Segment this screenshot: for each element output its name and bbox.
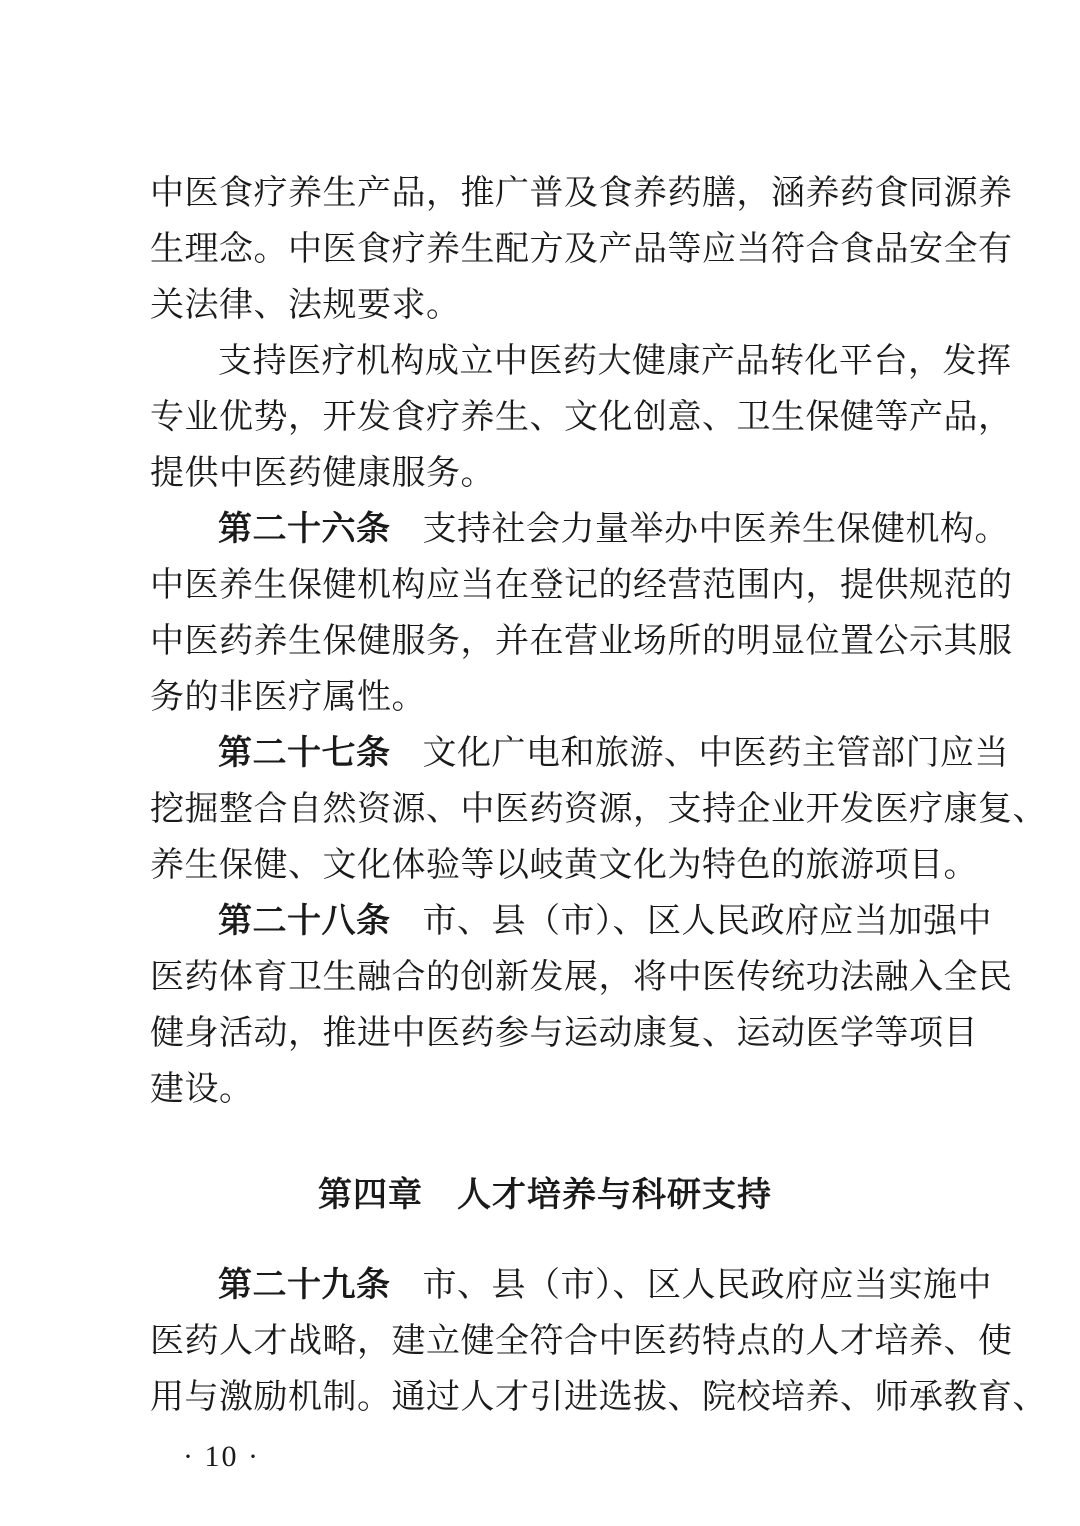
text-line: 生理念。中医食疗养生配方及产品等应当符合食品安全有 [150,229,1013,269]
text-line: 中医养生保健机构应当在登记的经营范围内，提供规范的 [150,565,1013,605]
article-first-line [150,725,1009,781]
document-page [150,165,1047,1425]
text-line: 挖掘整合自然资源、中医药资源，支持企业开发医疗康复、 [150,789,1047,829]
article-first-line [150,893,992,949]
paragraph-support-platform [150,333,1013,501]
article-29 [150,1257,1047,1425]
article-28 [150,893,1013,1117]
article-27 [150,725,1047,893]
text-line: 务的非医疗属性。 [150,677,426,717]
article-number: 第二十七条 [218,733,391,773]
text-line: 支持医疗机构成立中医药大健康产品转化平台，发挥 [218,341,1012,381]
article-text: 市、县（市）、区人民政府应当实施中 [422,1265,992,1305]
article-text: 文化广电和旅游、中医药主管部门应当 [422,733,1009,773]
chapter-heading [150,1167,940,1223]
text-line: 医药人才战略，建立健全符合中医药特点的人才培养、使 [150,1321,1013,1361]
paragraph-continued [150,165,1013,333]
text-line: 养生保健、文化体验等以岐黄文化为特色的旅游项目。 [150,845,978,885]
article-number: 第二十六条 [218,509,391,549]
text-line: 用与激励机制。通过人才引进选拔、院校培养、师承教育、 [150,1377,1047,1417]
text-line: 医药体育卫生融合的创新发展，将中医传统功法融入全民 [150,957,1013,997]
text-line: 专业优势，开发食疗养生、文化创意、卫生保健等产品， [150,397,1013,437]
text-line: 提供中医药健康服务。 [150,453,495,493]
text-line: 关法律、法规要求。 [150,285,461,325]
text-line: 中医药养生保健服务，并在营业场所的明显位置公示其服 [150,621,1013,661]
article-first-line [150,501,1009,557]
text-line: 健身活动，推进中医药参与运动康复、运动医学等项目 [150,1013,978,1053]
article-text: 支持社会力量举办中医养生保健机构。 [422,509,1009,549]
article-26 [150,501,1013,725]
text-line: 建设。 [150,1069,254,1109]
page-number: · 10 · [183,1440,260,1473]
chapter-title: 人才培养与科研支持 [457,1175,772,1215]
article-number: 第二十八条 [218,901,391,941]
article-first-line [150,1257,992,1313]
article-number: 第二十九条 [218,1265,391,1305]
chapter-number: 第四章 [318,1175,423,1215]
text-line: 中医食疗养生产品，推广普及食养药膳，涵养药食同源养 [150,173,1013,213]
article-text: 市、县（市）、区人民政府应当加强中 [422,901,992,941]
